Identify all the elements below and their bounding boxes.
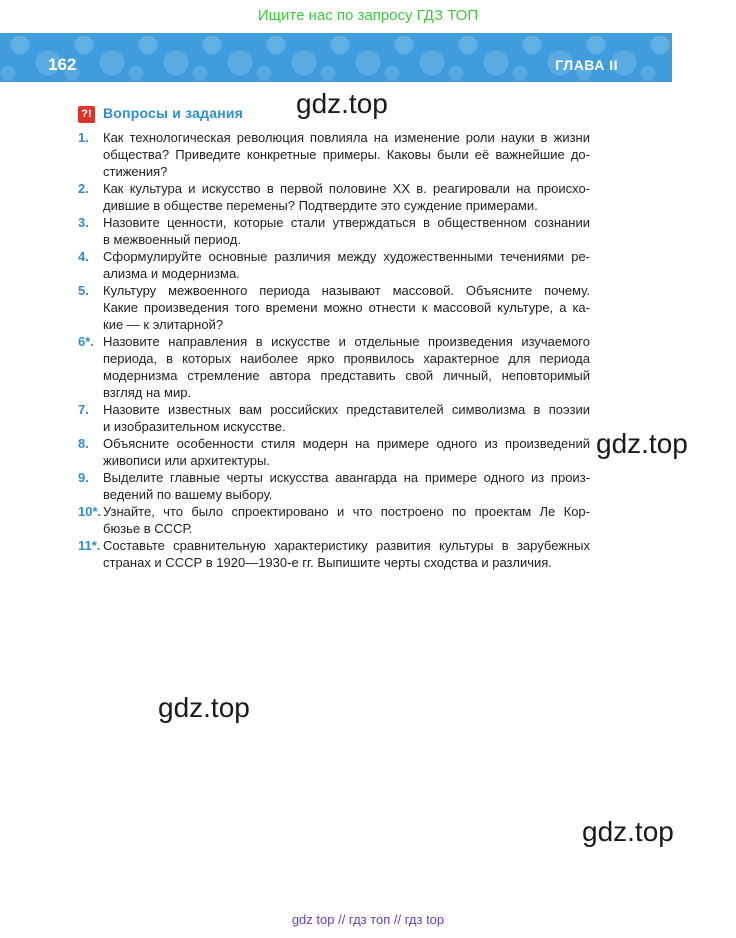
question-text-line: периода, в которых наиболее ярко проявилось характерное для периода xyxy=(103,351,590,366)
question-item xyxy=(78,503,590,537)
question-text-line: странах и СССР в 1920—1930-е гг. Выпишите черты сходства и различия. xyxy=(103,555,552,570)
question-number: 2. xyxy=(78,181,89,196)
page-number: 162 xyxy=(48,55,77,74)
question-text-line: Какие произведения того времени можно отнести к массовой культуре, а ка- xyxy=(103,300,590,315)
question-number: 5. xyxy=(78,283,89,298)
question-item xyxy=(78,401,590,435)
question-number: 10*. xyxy=(78,504,102,519)
question-text-line: Назовите ценности, которые стали утверждаться в общественном сознании xyxy=(103,215,590,230)
question-exclamation-icon: ?! xyxy=(78,106,95,123)
question-number: 6*. xyxy=(78,334,94,349)
question-number: 1. xyxy=(78,130,89,145)
question-item xyxy=(78,129,590,180)
question-number: 8. xyxy=(78,436,89,451)
question-text-line: живописи или архитектуры. xyxy=(103,453,270,468)
question-item xyxy=(78,537,590,571)
question-item xyxy=(78,214,590,248)
question-text-line: Выделите главные черты искусства авангарда на примере одного из произ- xyxy=(103,470,590,485)
question-text-line: Как культура и искусство в первой половине XX в. реагировали на происхо- xyxy=(103,181,590,196)
question-text-line: кие — к элитарной? xyxy=(103,317,224,332)
question-number: 9. xyxy=(78,470,89,485)
question-text-line: бюзье в СССР. xyxy=(103,521,193,536)
question-text-line: Культуру межвоенного периода называют массовой. Объясните почему. xyxy=(103,283,590,298)
question-text-line: ведений по вашему выбору. xyxy=(103,487,273,502)
question-text-line: Составьте сравнительную характеристику развития культуры в зарубежных xyxy=(103,538,590,553)
question-number: 4. xyxy=(78,249,89,264)
question-text-line: Назовите известных вам российских представителей символизма в поэзии xyxy=(103,402,590,417)
watermark: gdz.top xyxy=(596,428,688,459)
question-item xyxy=(78,282,590,333)
question-text-line: ализма и модернизма. xyxy=(103,266,240,281)
question-text-line: модернизма стремление автора представить свой личный, неповторимый xyxy=(103,368,590,383)
question-item xyxy=(78,435,590,469)
questions-list xyxy=(78,129,590,571)
watermark: gdz.top xyxy=(158,692,250,723)
question-text-line: взгляд на мир. xyxy=(103,385,192,400)
watermark: gdz.top xyxy=(296,88,388,119)
question-item xyxy=(78,333,590,401)
chapter-label: ГЛАВА II xyxy=(555,57,618,73)
question-item xyxy=(78,180,590,214)
footer-links: gdz top // гдз топ // гдз top xyxy=(291,912,445,927)
question-item xyxy=(78,248,590,282)
question-number: 3. xyxy=(78,215,89,230)
question-text-line: общества? Приведите конкретные примеры. Каковы были её важнейшие до- xyxy=(103,147,590,162)
question-text-line: Узнайте, что было спроектировано и что построено по проектам Ле Кор- xyxy=(103,504,590,519)
question-text-line: Объясните особенности стиля модерн на примере одного из произведений xyxy=(103,436,590,451)
question-text-line: Назовите направления в искусстве и отдельные произведения изучаемого xyxy=(103,334,590,349)
section-title: Вопросы и задания xyxy=(103,105,244,121)
page-header xyxy=(0,33,672,82)
question-item xyxy=(78,469,590,503)
question-number: 11*. xyxy=(78,538,101,553)
watermark: gdz.top xyxy=(582,816,674,847)
question-text-line: Как технологическая революция повлияла на изменение роли науки в жизни xyxy=(103,130,590,145)
question-text-line: в межвоенный период. xyxy=(103,232,241,247)
question-number: 7. xyxy=(78,402,89,417)
question-text-line: стижения? xyxy=(103,164,168,179)
question-text-line: и изобразительном искусстве. xyxy=(103,419,286,434)
top-banner: Ищите нас по запросу ГДЗ ТОП xyxy=(257,7,479,24)
question-text-line: Сформулируйте основные различия между художественными течениями ре- xyxy=(103,249,590,264)
question-text-line: дившие в обществе перемены? Подтвердите это суждение примерами. xyxy=(103,198,538,213)
